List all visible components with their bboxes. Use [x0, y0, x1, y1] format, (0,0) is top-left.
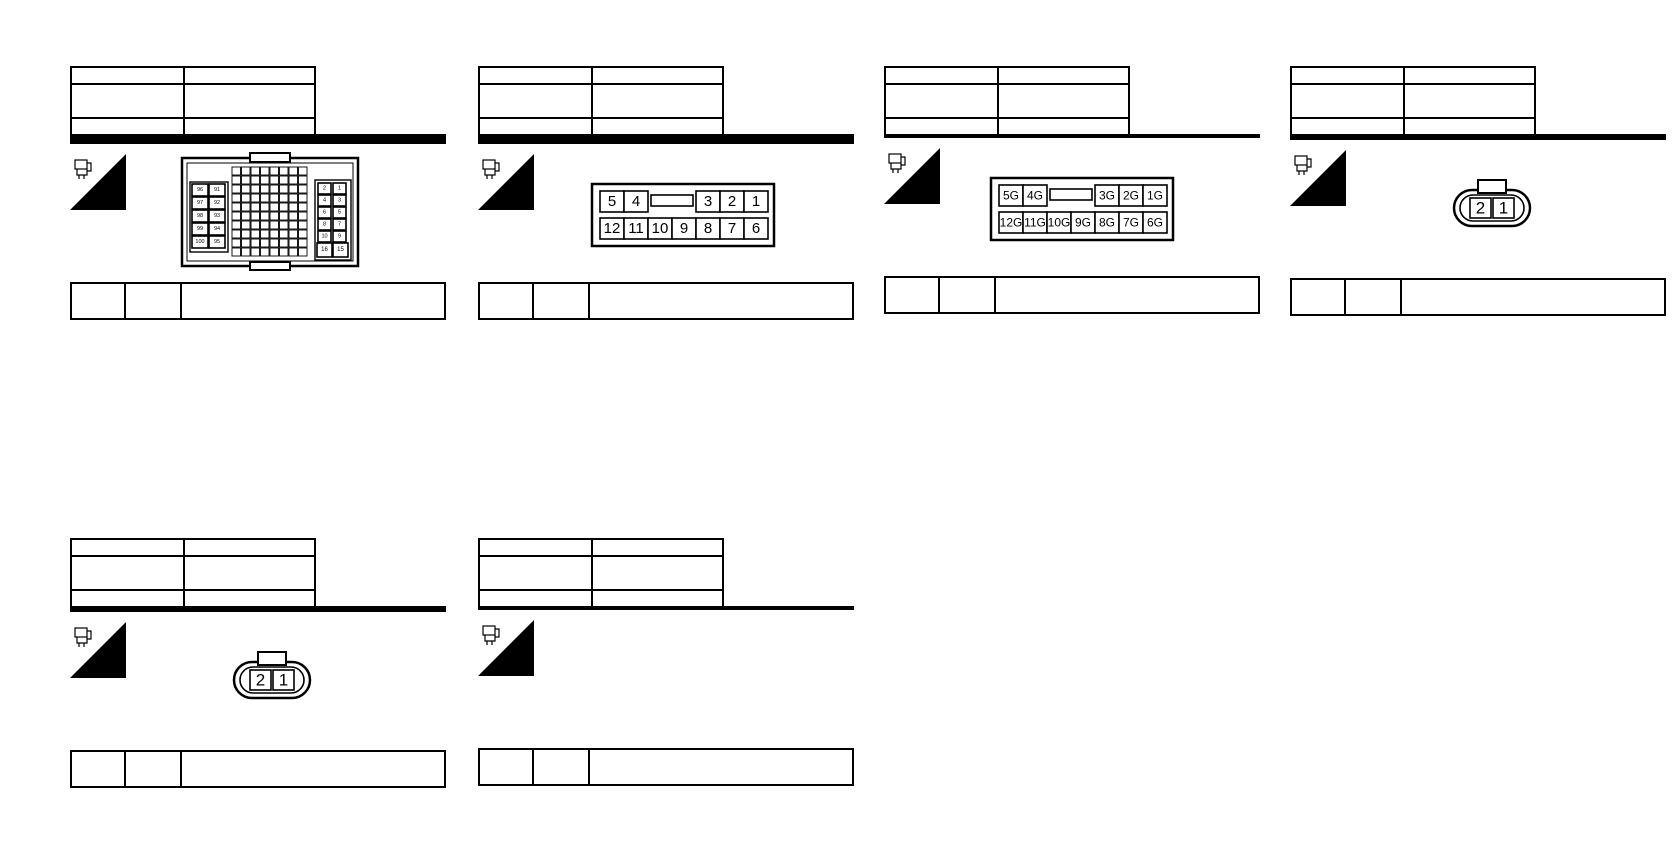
pin-2: 2: [727, 193, 737, 210]
connector-name-label: [479, 84, 592, 118]
color-of-wire-header: [533, 283, 589, 319]
connector-block-b4: [478, 66, 854, 320]
harness-side-icon: [884, 148, 940, 204]
connector-type-label: [479, 118, 592, 135]
pin-93: 93: [213, 213, 221, 219]
cell-signal: [723, 607, 854, 609]
pin-4G: 4G: [1026, 188, 1044, 203]
connector-type-label: [885, 118, 998, 135]
connector-name-label: [479, 556, 592, 590]
connector-diagram: [478, 144, 854, 282]
connector-face: [232, 648, 312, 705]
cell-color: [184, 609, 315, 611]
signal-name-header: [181, 283, 445, 319]
table-row: [885, 135, 1259, 137]
pin-12: 12: [603, 220, 621, 237]
pin-3: 3: [703, 193, 713, 210]
pin-7G: 7G: [1122, 215, 1140, 230]
connector-no-value: [998, 67, 1129, 84]
connector-header-table: [1290, 66, 1666, 140]
color-of-wire-header: [533, 749, 589, 785]
cell-color: [998, 135, 1129, 137]
pin-8: 8: [322, 221, 327, 228]
pin-95: 95: [213, 239, 221, 245]
pin-97: 97: [196, 200, 204, 206]
table-row: [479, 607, 853, 609]
signal-name-header: [589, 283, 853, 319]
pin-4: 4: [631, 193, 641, 210]
connector-diagram: [70, 144, 446, 282]
pin-16: 16: [321, 247, 328, 253]
connector-block-b33: [1290, 66, 1666, 316]
connector-diagram: [478, 610, 854, 748]
connector-no-value: [184, 67, 315, 84]
pin-6G: 6G: [1146, 215, 1164, 230]
pin-4: 4: [322, 197, 327, 204]
terminal-table: [884, 276, 1260, 314]
pin-1: 1: [751, 193, 761, 210]
connector-name-label: [885, 84, 998, 118]
terminal-no-header: [479, 283, 533, 319]
connector-type-label: [71, 590, 184, 607]
cell-signal: [1535, 137, 1666, 139]
connector-type-label: [479, 590, 592, 607]
connector-block-b34: [70, 538, 446, 788]
pin-5G: 5G: [1002, 188, 1020, 203]
cell-color: [592, 607, 723, 609]
terminal-table: [1290, 278, 1666, 316]
connector-diagram: [1290, 140, 1666, 278]
pin-6: 6: [322, 209, 327, 216]
terminal-no-header: [71, 751, 125, 787]
signal-name-header: [1401, 279, 1665, 315]
pin-6: 6: [751, 220, 761, 237]
connector-type-value: [184, 590, 315, 607]
cell-signal: [315, 141, 446, 143]
table-row: [479, 141, 853, 143]
table-row: [1291, 137, 1665, 139]
pin-2: 2: [322, 185, 327, 192]
signal-name-header: [589, 749, 853, 785]
connector-12pin-face: [989, 176, 1175, 242]
connector-block-b6: [884, 66, 1260, 314]
pin-10G: 10G: [1047, 215, 1071, 230]
pin-3: 3: [337, 197, 342, 204]
connector-no-value: [184, 539, 315, 556]
connector-face: [989, 176, 1175, 247]
connector-header-table: [884, 66, 1260, 138]
table-row: [71, 141, 445, 143]
connector-no-label: [1291, 67, 1404, 84]
pin-1G: 1G: [1146, 188, 1164, 203]
pin-11: 11: [628, 220, 644, 237]
connector-no-label: [885, 67, 998, 84]
pin-3G: 3G: [1098, 188, 1116, 203]
connector-type-value: [592, 590, 723, 607]
connector-diagram: [70, 612, 446, 750]
connector-block-e5: [478, 538, 854, 786]
pin-12G: 12G: [999, 215, 1023, 230]
connector-type-label: [71, 118, 184, 135]
pin-2: 2: [1475, 198, 1486, 218]
pin-9: 9: [679, 220, 689, 237]
terminal-no-header: [885, 277, 939, 313]
terminal-no-header: [479, 749, 533, 785]
connector-name-value: [998, 84, 1129, 118]
pin-8G: 8G: [1098, 215, 1116, 230]
pin-5: 5: [607, 193, 617, 210]
connector-name-value: [1404, 84, 1535, 118]
harness-side-icon: [70, 154, 126, 210]
pin-2G: 2G: [1122, 188, 1140, 203]
pin-11G: 11G: [1024, 215, 1046, 230]
harness-side-icon: [478, 620, 534, 676]
pin-9: 9: [337, 233, 342, 240]
pin-1: 1: [337, 185, 342, 192]
harness-side-icon: [1290, 150, 1346, 206]
cell-terminal: [479, 141, 592, 143]
color-of-wire-header: [125, 751, 181, 787]
connector-header-table: [70, 66, 446, 144]
pin-2: 2: [255, 670, 266, 690]
connector-type-value: [1404, 118, 1535, 135]
pin-10: 10: [651, 220, 669, 237]
pin-7: 7: [727, 220, 737, 237]
pin-15: 15: [337, 247, 344, 253]
terminal-no-header: [71, 283, 125, 319]
pin-100: 100: [195, 239, 205, 245]
cell-color: [1404, 137, 1535, 139]
pin-94: 94: [213, 226, 221, 232]
cell-signal: [723, 141, 854, 143]
terminal-table: [70, 282, 446, 320]
pin-1: 1: [278, 670, 289, 690]
terminal-table: [70, 750, 446, 788]
connector-name-value: [184, 84, 315, 118]
terminal-no-header: [1291, 279, 1345, 315]
pin-91: 91: [213, 187, 221, 193]
connector-no-value: [1404, 67, 1535, 84]
connector-diagram: [884, 138, 1260, 276]
pin-10: 10: [321, 233, 328, 240]
connector-type-value: [184, 118, 315, 135]
connector-no-label: [71, 67, 184, 84]
connector-no-label: [479, 539, 592, 556]
color-of-wire-header: [1345, 279, 1401, 315]
connector-header-table: [478, 538, 854, 610]
color-of-wire-header: [939, 277, 995, 313]
cell-terminal: [1291, 137, 1404, 139]
cell-signal: [315, 609, 446, 611]
connector-2pin-face: [1452, 176, 1532, 228]
pin-5: 5: [337, 209, 342, 216]
cell-terminal: [71, 141, 184, 143]
pin-98: 98: [196, 213, 204, 219]
harness-side-icon: [70, 622, 126, 678]
cell-color: [184, 141, 315, 143]
cell-color: [592, 141, 723, 143]
pin-96: 96: [196, 187, 204, 193]
terminal-table: [478, 748, 854, 786]
connector-name-label: [71, 556, 184, 590]
terminal-table: [478, 282, 854, 320]
connector-name-label: [1291, 84, 1404, 118]
cell-signal: [1129, 135, 1260, 137]
connector-header-table: [478, 66, 854, 144]
connector-no-label: [71, 539, 184, 556]
connector-header-table: [70, 538, 446, 612]
connector-name-value: [592, 556, 723, 590]
connector-name-value: [184, 556, 315, 590]
cell-terminal: [479, 607, 592, 609]
harness-side-icon: [478, 154, 534, 210]
connector-block-b1: [70, 66, 446, 320]
connector-face: [590, 182, 776, 253]
pin-9G: 9G: [1074, 215, 1092, 230]
connector-face: [180, 152, 360, 277]
connector-no-value: [592, 539, 723, 556]
connector-type-label: [1291, 118, 1404, 135]
connector-no-value: [592, 67, 723, 84]
connector-b1-face: [180, 152, 360, 272]
pin-99: 99: [196, 226, 204, 232]
connector-name-value: [592, 84, 723, 118]
connector-type-value: [998, 118, 1129, 135]
connector-type-value: [592, 118, 723, 135]
table-row: [71, 609, 445, 611]
connector-2pin-face: [232, 648, 312, 700]
cell-terminal: [71, 609, 184, 611]
signal-name-header: [181, 751, 445, 787]
signal-name-header: [995, 277, 1259, 313]
pin-7: 7: [337, 221, 342, 228]
cell-terminal: [885, 135, 998, 137]
pin-8: 8: [703, 220, 713, 237]
connector-no-label: [479, 67, 592, 84]
pin-1: 1: [1498, 198, 1509, 218]
pin-92: 92: [213, 200, 221, 206]
connector-face: [1452, 176, 1532, 233]
connector-name-label: [71, 84, 184, 118]
color-of-wire-header: [125, 283, 181, 319]
connector-12pin-face: [590, 182, 776, 248]
